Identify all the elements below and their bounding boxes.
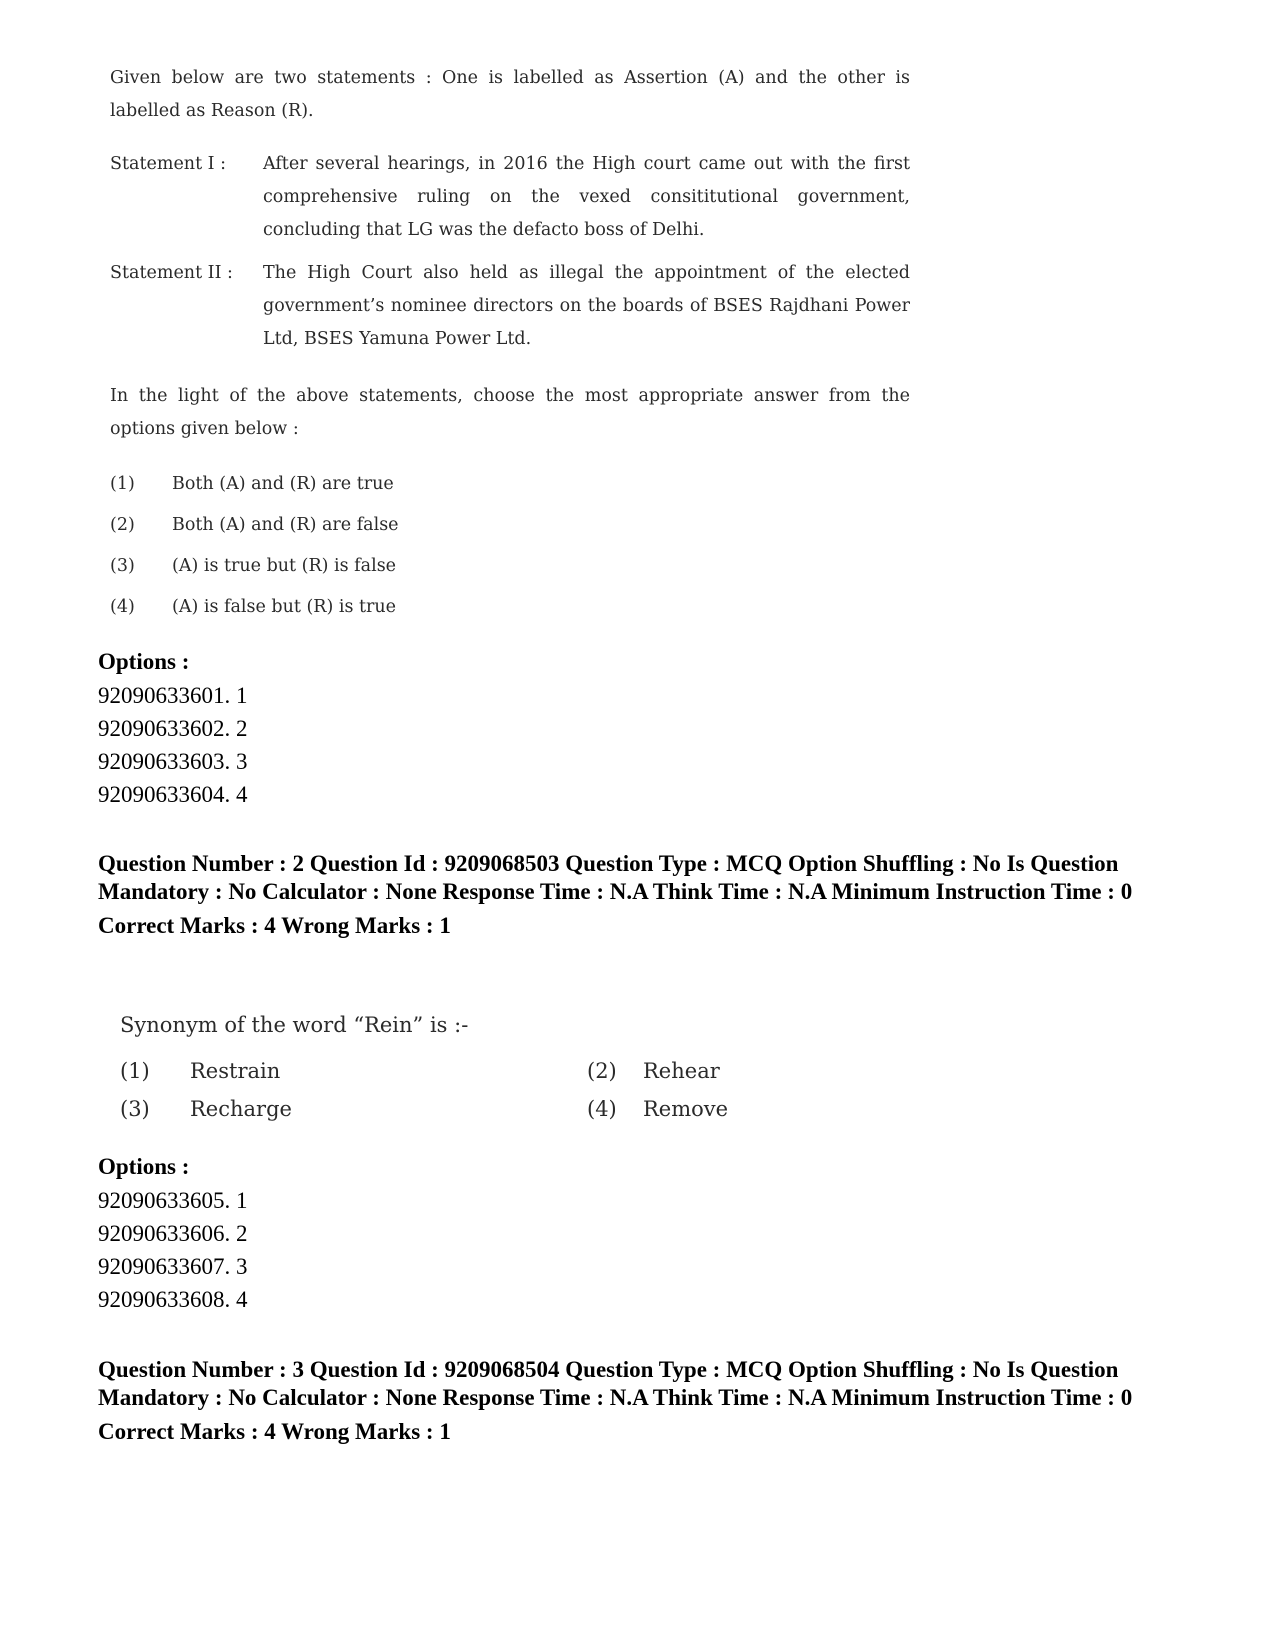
choice-number: (2) <box>587 1059 617 1083</box>
choice-text: Remove <box>643 1097 729 1121</box>
q1-choice <box>110 587 910 628</box>
option-line: 92090633608. 4 <box>98 1287 248 1312</box>
statement-text: The High Court also held as illegal the appointment of the elected government’s nominee directors on the boards of BSES Rajdhani Power Ltd, BSES Yamuna Power Ltd. <box>263 263 910 349</box>
choice-number: (1) <box>120 1059 150 1083</box>
q2-choices <box>120 1056 820 1124</box>
choice-number: (1) <box>110 474 135 494</box>
choice-number: (4) <box>587 1097 617 1121</box>
statement-text: After several hearings, in 2016 the High court came out with the first comprehensive ruling on the vexed consititutional government, concluding that LG was the defacto boss of Delhi. <box>263 154 910 240</box>
choice-text: Recharge <box>190 1097 292 1121</box>
option-line: 92090633601. 1 <box>98 683 248 708</box>
options-heading: Options : <box>98 649 190 674</box>
q1-choice <box>110 464 910 505</box>
option-line: 92090633606. 2 <box>98 1221 248 1246</box>
option-line: 92090633604. 4 <box>98 782 248 807</box>
q1-statement-2 <box>110 257 910 356</box>
q1-statement-1 <box>110 148 910 247</box>
q1-intro: Given below are two statements : One is labelled as Assertion (A) and the other is labelled as Reason (R). <box>110 68 910 121</box>
q1-prompt: In the light of the above statements, choose the most appropriate answer from the options given below : <box>110 386 910 439</box>
choice-number: (3) <box>120 1097 150 1121</box>
question-marks: Correct Marks : 4 Wrong Marks : 1 <box>98 1419 451 1444</box>
q1-choice <box>110 546 910 587</box>
q2-options <box>98 1150 1188 1316</box>
choice-text: Restrain <box>190 1059 281 1083</box>
choice-number: (4) <box>110 597 135 617</box>
question-marks: Correct Marks : 4 Wrong Marks : 1 <box>98 913 451 938</box>
choice-text: (A) is true but (R) is false <box>172 556 397 576</box>
statement-label: Statement I : <box>110 154 227 174</box>
choice-text: (A) is false but (R) is true <box>172 597 397 617</box>
choice-text: Both (A) and (R) are false <box>172 515 399 535</box>
choice-number: (3) <box>110 556 135 576</box>
option-line: 92090633603. 3 <box>98 749 248 774</box>
q1-options <box>98 645 1188 811</box>
statement-label: Statement II : <box>110 263 233 283</box>
options-heading: Options : <box>98 1154 190 1179</box>
choice-number: (2) <box>110 515 135 535</box>
q2-stem: Synonym of the word “Rein” is :- <box>120 1013 469 1037</box>
q1-question-image <box>110 62 910 628</box>
q2-question-image <box>120 1010 820 1124</box>
choice-text: Both (A) and (R) are true <box>172 474 394 494</box>
option-line: 92090633605. 1 <box>98 1188 248 1213</box>
q1-choice <box>110 505 910 546</box>
choice-text: Rehear <box>643 1059 720 1083</box>
option-line: 92090633602. 2 <box>98 716 248 741</box>
option-line: 92090633607. 3 <box>98 1254 248 1279</box>
question-header: Question Number : 2 Question Id : 9209068503 Question Type : MCQ Option Shuffling : No Is Question Mandatory : No Calculator : None Response Time : N.A Think Time : N.A Minimum Instruction Time : 0 <box>98 851 1133 904</box>
q2-header-block <box>98 850 1188 943</box>
question-header: Question Number : 3 Question Id : 9209068504 Question Type : MCQ Option Shuffling : No Is Question Mandatory : No Calculator : None Response Time : N.A Think Time : N.A Minimum Instruction Time : 0 <box>98 1357 1133 1410</box>
q3-header-block <box>98 1356 1188 1449</box>
